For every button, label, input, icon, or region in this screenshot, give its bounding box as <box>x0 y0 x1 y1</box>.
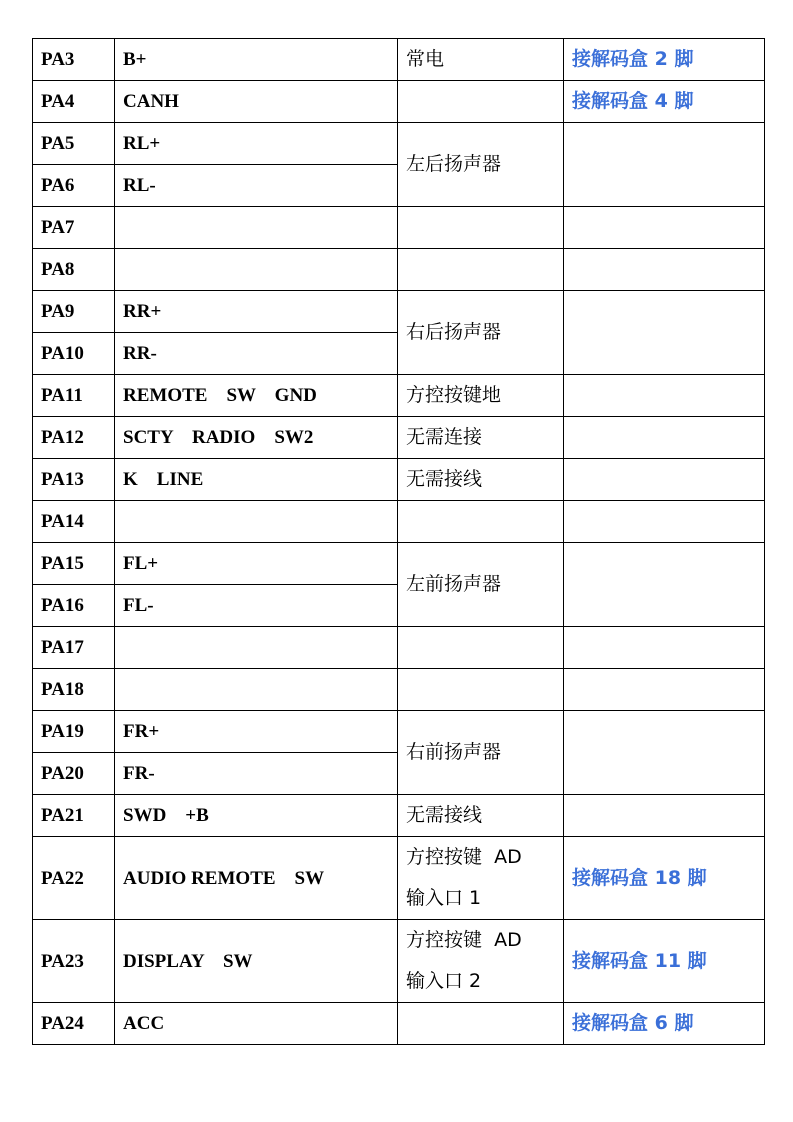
signal-cell: RL- <box>115 165 398 207</box>
pin-cell: PA7 <box>33 207 115 249</box>
note-cell <box>398 837 564 920</box>
note-line: 方控按键 AD <box>406 929 522 951</box>
signal-cell: FL- <box>115 585 398 627</box>
connection-cell <box>564 207 765 249</box>
note-cell: 右后扬声器 <box>398 291 564 375</box>
note-cell <box>398 207 564 249</box>
note-cell <box>398 249 564 291</box>
pin-cell: PA24 <box>33 1003 115 1045</box>
signal-cell <box>115 501 398 543</box>
pin-cell: PA9 <box>33 291 115 333</box>
pin-cell: PA15 <box>33 543 115 585</box>
table-row <box>33 249 765 291</box>
note-cell: 右前扬声器 <box>398 711 564 795</box>
table-row <box>33 669 765 711</box>
pin-cell: PA3 <box>33 39 115 81</box>
table-row <box>33 795 765 837</box>
signal-cell: FR+ <box>115 711 398 753</box>
connection-cell: 接解码盒 11 脚 <box>564 920 765 1003</box>
pin-cell: PA21 <box>33 795 115 837</box>
connection-cell <box>564 669 765 711</box>
table-row <box>33 543 765 585</box>
note-cell: 常电 <box>398 39 564 81</box>
pin-cell: PA12 <box>33 417 115 459</box>
signal-cell: SCTY RADIO SW2 <box>115 417 398 459</box>
table-row <box>33 711 765 753</box>
table-row <box>33 81 765 123</box>
pin-cell: PA8 <box>33 249 115 291</box>
pin-cell: PA16 <box>33 585 115 627</box>
signal-cell <box>115 207 398 249</box>
table-row <box>33 459 765 501</box>
connection-cell <box>564 249 765 291</box>
signal-cell: SWD +B <box>115 795 398 837</box>
signal-cell: AUDIO REMOTE SW <box>115 837 398 920</box>
signal-cell: FL+ <box>115 543 398 585</box>
signal-cell: RR+ <box>115 291 398 333</box>
pin-cell: PA19 <box>33 711 115 753</box>
signal-cell: FR- <box>115 753 398 795</box>
pin-cell: PA17 <box>33 627 115 669</box>
connection-cell <box>564 459 765 501</box>
signal-cell: DISPLAY SW <box>115 920 398 1003</box>
signal-cell: RR- <box>115 333 398 375</box>
pin-cell: PA23 <box>33 920 115 1003</box>
table-row <box>33 123 765 165</box>
note-cell <box>398 627 564 669</box>
pin-cell: PA20 <box>33 753 115 795</box>
note-cell: 无需接线 <box>398 459 564 501</box>
connection-cell: 接解码盒 2 脚 <box>564 39 765 81</box>
signal-cell: CANH <box>115 81 398 123</box>
connection-cell: 接解码盒 4 脚 <box>564 81 765 123</box>
note-cell <box>398 1003 564 1045</box>
note-cell: 左前扬声器 <box>398 543 564 627</box>
signal-cell: B+ <box>115 39 398 81</box>
table-row <box>33 375 765 417</box>
table-row <box>33 417 765 459</box>
note-cell <box>398 501 564 543</box>
pin-cell: PA11 <box>33 375 115 417</box>
connection-cell <box>564 543 765 627</box>
table-row <box>33 501 765 543</box>
table-row <box>33 39 765 81</box>
note-cell <box>398 669 564 711</box>
connection-cell <box>564 627 765 669</box>
pin-cell: PA18 <box>33 669 115 711</box>
table-row <box>33 1003 765 1045</box>
note-cell: 方控按键地 <box>398 375 564 417</box>
pin-cell: PA22 <box>33 837 115 920</box>
signal-cell: RL+ <box>115 123 398 165</box>
table-row <box>33 291 765 333</box>
note-cell: 无需连接 <box>398 417 564 459</box>
table-row <box>33 920 765 1003</box>
signal-cell <box>115 627 398 669</box>
pin-definition-table <box>32 38 765 1045</box>
connection-cell <box>564 123 765 207</box>
pin-cell: PA14 <box>33 501 115 543</box>
connection-cell <box>564 711 765 795</box>
connection-cell: 接解码盒 6 脚 <box>564 1003 765 1045</box>
signal-cell: ACC <box>115 1003 398 1045</box>
note-line: 输入口 1 <box>406 887 482 909</box>
pin-cell: PA5 <box>33 123 115 165</box>
pin-cell: PA10 <box>33 333 115 375</box>
note-cell <box>398 920 564 1003</box>
pin-cell: PA6 <box>33 165 115 207</box>
note-line: 方控按键 AD <box>406 846 522 868</box>
connection-cell: 接解码盒 18 脚 <box>564 837 765 920</box>
connection-cell <box>564 375 765 417</box>
connection-cell <box>564 795 765 837</box>
connection-cell <box>564 291 765 375</box>
connection-cell <box>564 501 765 543</box>
signal-cell: REMOTE SW GND <box>115 375 398 417</box>
signal-cell: K LINE <box>115 459 398 501</box>
connection-cell <box>564 417 765 459</box>
table-row <box>33 627 765 669</box>
note-cell <box>398 81 564 123</box>
note-line: 输入口 2 <box>406 970 482 992</box>
pin-cell: PA13 <box>33 459 115 501</box>
table-row <box>33 837 765 920</box>
pin-cell: PA4 <box>33 81 115 123</box>
table-row <box>33 207 765 249</box>
note-cell: 无需接线 <box>398 795 564 837</box>
signal-cell <box>115 669 398 711</box>
signal-cell <box>115 249 398 291</box>
note-cell: 左后扬声器 <box>398 123 564 207</box>
